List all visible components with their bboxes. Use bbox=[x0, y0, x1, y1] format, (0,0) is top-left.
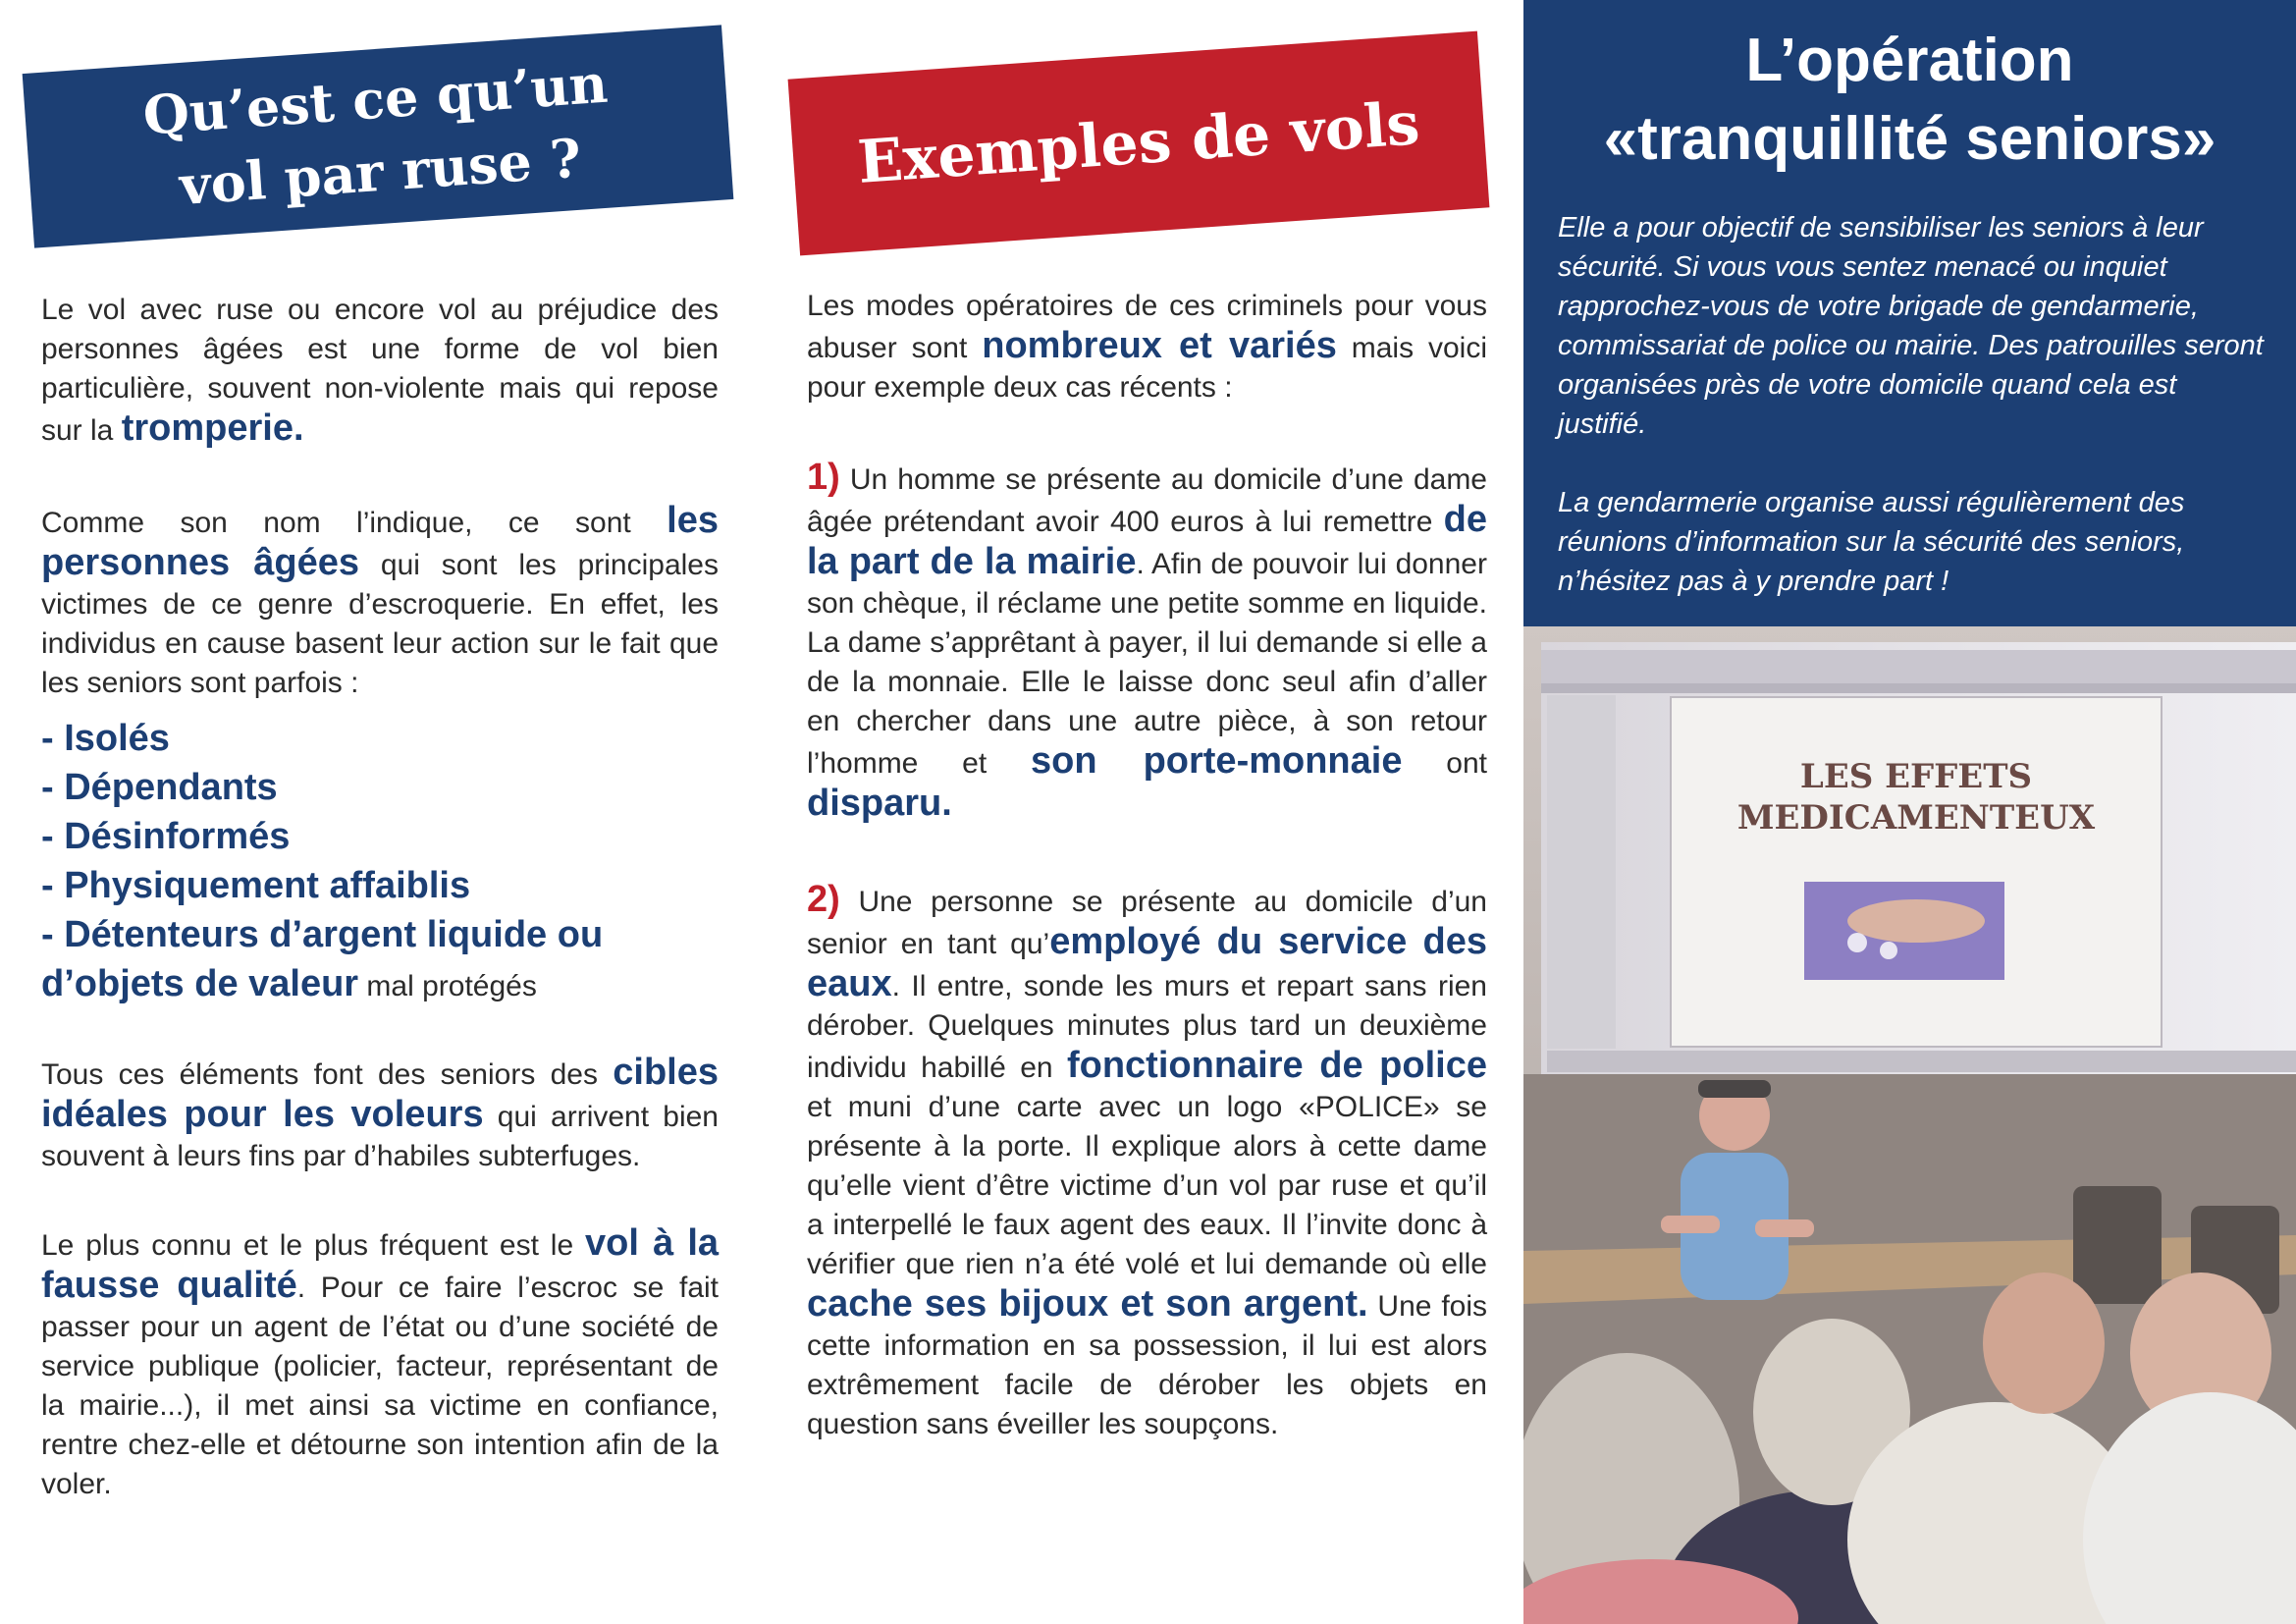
list-item: - Physiquement affaiblis bbox=[41, 865, 471, 906]
case-1-emphasis-1: de la part de la mairie bbox=[807, 499, 1487, 582]
case-1-emphasis-3: disparu. bbox=[807, 783, 952, 824]
list-item: - Isolés bbox=[41, 718, 170, 759]
case-2-emphasis-3: cache ses bijoux et son argent. bbox=[807, 1283, 1368, 1325]
left-p2-text-b: qui sont les principales victimes de ce genre d’escroquerie. En effet, les individus en cause basent leur action sur le fait que les seniors sont parfois : bbox=[41, 549, 719, 699]
case-2-text-b: . Il entre, sonde les murs et repart sans rien dérober. Quelques minutes plus tard un deuxième individu habillé en bbox=[807, 970, 1487, 1084]
case-1-number: 1) bbox=[807, 457, 840, 498]
left-column bbox=[0, 0, 756, 1624]
audience-head bbox=[1983, 1272, 2105, 1414]
middle-intro bbox=[807, 287, 1487, 407]
case-2-text-d: Une fois cette information en sa possession, il lui est alors extrêmement facile de dérober les objets en question sans éveiller les soupçons. bbox=[807, 1290, 1488, 1440]
slide-title-line2: MEDICAMENTEUX bbox=[1736, 798, 2096, 838]
chair bbox=[2073, 1186, 2162, 1304]
case-1-text-c: ont bbox=[1402, 747, 1487, 780]
case-2 bbox=[807, 880, 1487, 1444]
list-item: - Désinformés bbox=[41, 816, 291, 857]
left-p4-text-b: . Pour ce faire l’escroc se fait passer pour un agent de l’état ou d’une société de service publique (policier, facteur, représentant de la mairie...), il met ainsi sa victime en confiance, rentre chez-elle et détourne son intention afin de la voler. bbox=[41, 1272, 720, 1500]
left-p4-emphasis: vol à la fausse qualité bbox=[41, 1222, 720, 1306]
software-sidebar bbox=[1547, 695, 1616, 1049]
operation-paragraph-2: La gendarmerie organise aussi régulièrement des réunions d’information sur la sécurité des seniors, n’hésitez pas à y prendre part ! bbox=[1558, 487, 2185, 597]
left-p3-text-b: qui arrivent bien souvent à leurs fins par d’habiles subterfuges. bbox=[41, 1101, 719, 1172]
case-2-number: 2) bbox=[807, 879, 840, 920]
left-title-line2: vol par ruse ? bbox=[177, 126, 584, 218]
left-paragraph-3 bbox=[41, 1053, 719, 1176]
left-paragraph-2 bbox=[41, 501, 719, 703]
list-item: - Dépendants bbox=[41, 767, 278, 808]
case-1-text-b: . Afin de pouvoir lui donner son chèque, il réclame une petite somme en liquide. La dame s’apprêtant à payer, il lui demande si elle a de la monnaie. Elle le laisse donc seul afin d’aller en chercher dans une autre pièce, à son retour l’homme et bbox=[807, 548, 1487, 780]
list-item bbox=[41, 959, 728, 1011]
middle-intro-emphasis: nombreux et variés bbox=[982, 325, 1337, 366]
software-statusbar bbox=[1547, 1051, 2296, 1072]
slide bbox=[1671, 697, 2162, 1047]
right-column bbox=[1523, 0, 2296, 1624]
left-title-line1: Qu’est ce qu’un bbox=[140, 51, 610, 147]
case-2-text-c: et muni d’une carte avec un logo «POLICE» se présente à la porte. Il explique alors à cette dame qu’elle vient d’être victime d’un vol par ruse et qu’il a interpellé le faux agent des eaux. Il l’invite donc à vérifier que rien n’a été volé et lui demande où elle bbox=[807, 1091, 1487, 1280]
middle-intro-text-b: mais voici pour exemple deux cas récents : bbox=[807, 332, 1487, 404]
meeting-photo bbox=[1523, 626, 2296, 1624]
meeting-photo-illustration bbox=[1523, 626, 2296, 1624]
list-item-tail: mal protégés bbox=[358, 970, 537, 1002]
operation-title-line2: «tranquillité seniors» bbox=[1603, 105, 2216, 173]
operation-title bbox=[1523, 22, 2296, 179]
left-p3-emphasis: cibles idéales pour les voleurs bbox=[41, 1052, 719, 1135]
case-1-emphasis-2: son porte-monnaie bbox=[1030, 740, 1403, 782]
left-p4-text: Le plus connu et le plus fréquent est le bbox=[41, 1229, 586, 1262]
middle-intro-text: Les modes opératoires de ces criminels pour vous abuser sont bbox=[807, 290, 1487, 364]
middle-title-banner: Exemples de vols bbox=[788, 31, 1490, 256]
slide-title-line1: LES EFFETS bbox=[1799, 757, 2033, 796]
left-p2-emphasis: les personnes âgées bbox=[41, 500, 719, 583]
left-p1-emphasis: tromperie. bbox=[121, 407, 304, 449]
case-2-emphasis-1: employé du service des eaux bbox=[807, 921, 1488, 1004]
left-paragraph-1 bbox=[41, 291, 719, 451]
case-2-text: Une personne se présente au domicile d’un senior en tant qu’ bbox=[807, 886, 1487, 960]
left-p1-text: Le vol avec ruse ou encore vol au préjudice des personnes âgées est une forme de vol bien particulière, souvent non-violente mais qui repose sur la bbox=[41, 294, 719, 447]
software-toolbar bbox=[1541, 650, 2296, 683]
left-title-banner bbox=[23, 25, 734, 247]
left-p3-text: Tous ces éléments font des seniors des bbox=[41, 1058, 614, 1091]
case-1 bbox=[807, 458, 1487, 826]
vulnerability-list bbox=[41, 714, 728, 1011]
operation-paragraph-1: Elle a pour objectif de sensibiliser les seniors à leur sécurité. Si vous vous sentez menacé ou inquiet rapprochez-vous de votre brigade de gendarmerie, commissariat de police ou mairie. Des patrouilles seront organisées près de votre domicile quand cela est justifié. bbox=[1558, 212, 2264, 440]
left-paragraph-4 bbox=[41, 1223, 719, 1504]
list-item: - Détenteurs d’argent liquide ou bbox=[41, 914, 604, 955]
case-1-text: Un homme se présente au domicile d’une dame âgée prétendant avoir 400 euros à lui remettre bbox=[807, 463, 1487, 538]
case-2-emphasis-2: fonctionnaire de police bbox=[1066, 1045, 1487, 1086]
operation-panel bbox=[1523, 0, 2296, 626]
left-p2-text: Comme son nom l’indique, ce sont bbox=[41, 507, 667, 539]
operation-title-line1: L’opération bbox=[1745, 27, 2074, 94]
list-item-text: d’objets de valeur bbox=[41, 963, 359, 1004]
